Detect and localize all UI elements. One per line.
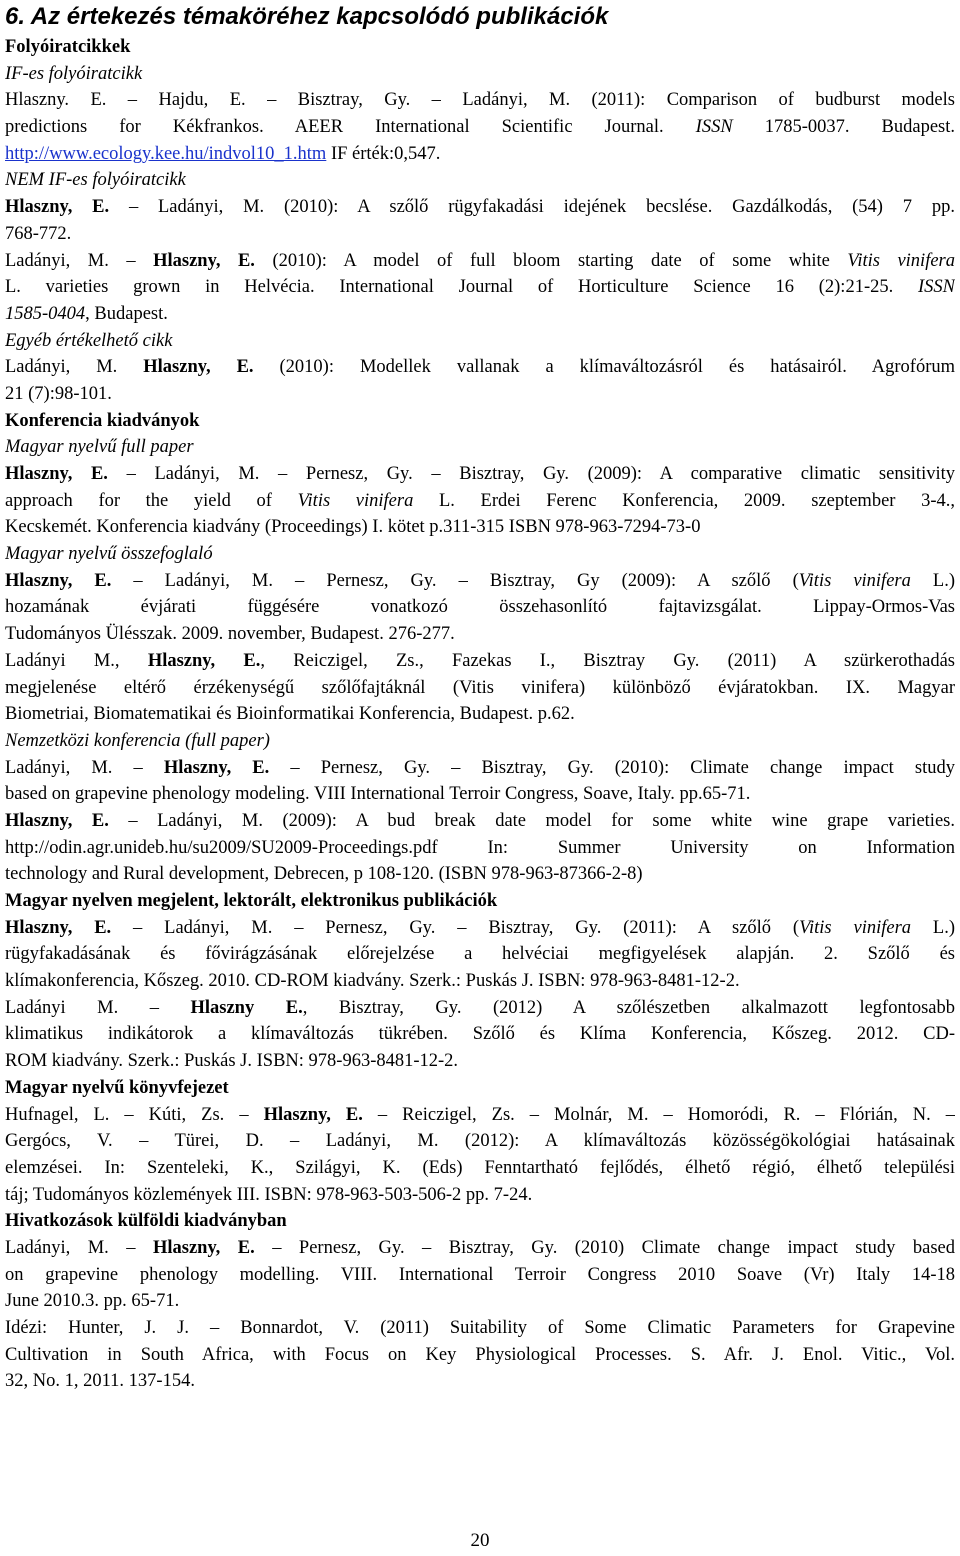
- entry-line: Hlaszny, E. ‒ Ladányi, M. ‒ Pernesz, Gy. ‒ Bisztray, Gy. (2011): A szőlő (Vitis vinifera L.): [5, 917, 955, 938]
- entry-line: Idézi: Hunter, J. J. ‒ Bonnardot, V. (2011) Suitability of Some Climatic Parameters for Grapevine: [5, 1318, 955, 1338]
- entry-line: Ladányi M., Hlaszny, E., Reiczigel, Zs., Fazekas I., Bisztray Gy. (2011) A szürkerothadás: [5, 650, 955, 671]
- publication-entry: [5, 354, 955, 407]
- entry-line: Cultivation in South Africa, with Focus on Key Physiological Processes. S. Afr. J. Enol. Vitic., Vol.: [5, 1344, 955, 1365]
- entry-line: predictions for Kékfrankos. AEER International Scientific Journal. ISSN 1785-0037. Budapest.: [5, 117, 955, 138]
- entry-line: Hlaszny, E. ‒ Ladányi, M. ‒ Pernesz, Gy. ‒ Bisztray, Gy (2009): A szőlő (Vitis vinifera L.): [5, 570, 955, 591]
- entry-line: Hlaszny, E. ‒ Ladányi, M. (2009): A bud break date model for some white wine grape varieties.: [5, 810, 955, 831]
- publication-entry: [5, 755, 955, 808]
- publication-entry: [5, 1235, 955, 1315]
- entry-line: http://odin.agr.unideb.hu/su2009/SU2009-Proceedings.pdf In: Summer University on Information: [5, 837, 955, 858]
- entry-line: Ladányi, M. ‒ Hlaszny, E. ‒ Pernesz, Gy. ‒ Bisztray, Gy. (2010): Climate change impact study: [5, 757, 955, 778]
- subsection-hu-full-paper: Magyar nyelvű full paper: [5, 437, 194, 458]
- entry-line: megjelenése eltérő érzékenységű szőlőfajtáknál (Vitis vinifera) különböző évjáratokban. IX. Magyar: [5, 677, 955, 698]
- subsection-intl-conference: Nemzetközi konferencia (full paper): [5, 730, 270, 751]
- publication-entry: [5, 808, 955, 888]
- entry-line: Gergócs, V. ‒ Türei, D. ‒ Ladányi, M. (2012): A klímaváltozás közösségökológiai hatásainak: [5, 1131, 955, 1152]
- entry-line: based on grapevine phenology modeling. VIII International Terroir Congress, Soave, Italy. pp.65-71.: [5, 784, 751, 805]
- entry-line: ROM kiadvány. Szerk.: Puskás J. ISBN: 978-963-8481-12-2.: [5, 1051, 459, 1072]
- entry-line: Hlaszny, E. ‒ Ladányi, M. (2010): A szőlő rügyfakadási idejének becslése. Gazdálkodás, (54) 7 pp.: [5, 197, 955, 218]
- entry-line: Ladányi, M. ‒ Hlaszny, E. ‒ Pernesz, Gy. ‒ Bisztray, Gy. (2010) Climate change impact study based: [5, 1237, 955, 1258]
- section-heading-book-chapter: Magyar nyelvű könyvfejezet: [5, 1077, 229, 1098]
- section-heading-electronic: Magyar nyelven megjelent, lektorált, elektronikus publikációk: [5, 891, 498, 911]
- subsection-other-articles: Egyéb értékelhető cikk: [5, 330, 173, 351]
- publication-entry: [5, 1102, 955, 1209]
- entry-line: 32, No. 1, 2011. 137-154.: [5, 1371, 195, 1392]
- section-heading-citations: Hivatkozások külföldi kiadványban: [5, 1211, 287, 1232]
- publication-entry: [5, 995, 955, 1075]
- entry-line: Ladányi, M. ‒ Hlaszny, E. (2010): A model of full bloom starting date of some white Vitis vinifera: [5, 250, 955, 271]
- publication-entry: [5, 194, 955, 247]
- entry-line: Ladányi M. ‒ Hlaszny E., Bisztray, Gy. (2012) A szőlészetben alkalmazott legfontosabb: [5, 997, 955, 1018]
- publication-entry: [5, 87, 955, 167]
- publication-entry: [5, 248, 955, 328]
- journal-link[interactable]: http://www.ecology.kee.hu/indvol10_1.htm: [5, 143, 327, 164]
- entry-line: Hlaszny. E. ‒ Hajdu, E. ‒ Bisztray, Gy. ‒ Ladányi, M. (2011): Comparison of budburst models: [5, 90, 955, 111]
- entry-line: Hlaszny, E. ‒ Ladányi, M. ‒ Pernesz, Gy. ‒ Bisztray, Gy. (2009): A comparative climatic sensitivity: [5, 464, 955, 484]
- publication-entry: [5, 915, 955, 995]
- entry-line: klímakonferencia, Kőszeg. 2010. CD-ROM kiadvány. Szerk.: Puskás J. ISBN: 978-963-8481-12-2.: [5, 971, 740, 992]
- entry-line: approach for the yield of Vitis vinifera L. Erdei Ferenc Konferencia, 2009. szeptember 3-4.,: [5, 490, 955, 511]
- entry-line: hozamának évjárati függésére vonatkozó összehasonlító fajtavizsgálat. Lippay-Ormos-Vas: [5, 597, 955, 618]
- entry-line: technology and Rural development, Debrecen, p 108-120. (ISBN 978-963-87366-2-8): [5, 864, 643, 885]
- section-heading-journal-articles: Folyóiratcikkek: [5, 37, 131, 57]
- publication-entry: [5, 461, 955, 541]
- citation-entry: [5, 1315, 955, 1395]
- entry-line: rügyfakadásának és fővirágzásának előrejelzése a helvéciai megfigyelések alapján. 2. Szőlő és: [5, 944, 955, 965]
- entry-line: elemzései. In: Szenteleki, K., Szilágyi, K. (Eds) Fenntartható fejlődés, élhető régió, élhető települési: [5, 1157, 955, 1178]
- entry-line: http://www.ecology.kee.hu/indvol10_1.htm IF érték:0,547.: [5, 143, 441, 164]
- entry-line: Ladányi, M. Hlaszny, E. (2010): Modellek vallanak a klímaváltozásról és hatásairól. Agrofórum: [5, 357, 955, 378]
- entry-line: klimatikus indikátorok a klímaváltozás tükrében. Szőlő és Klíma Konferencia, Kőszeg. 2012. CD-: [5, 1024, 955, 1045]
- section-heading-conference: Konferencia kiadványok: [5, 410, 200, 431]
- entry-line: Hufnagel, L. ‒ Kúti, Zs. ‒ Hlaszny, E. ‒ Reiczigel, Zs. ‒ Molnár, M. ‒ Homoródi, R. ‒ Flórián, N. ‒: [5, 1104, 955, 1125]
- entry-line: 768-772.: [5, 223, 72, 244]
- page-number: 20: [470, 1530, 490, 1551]
- publication-entry: [5, 648, 955, 728]
- entry-line: June 2010.3. pp. 65-71.: [5, 1291, 180, 1312]
- entry-line: Tudományos Ülésszak. 2009. november, Budapest. 276-277.: [5, 624, 455, 645]
- publication-entry: [5, 568, 955, 648]
- entry-line: L. varieties grown in Helvécia. International Journal of Horticulture Science 16 (2):21-25. ISSN: [5, 277, 955, 298]
- page: [5, 0, 955, 1395]
- entry-line: 21 (7):98-101.: [5, 383, 112, 404]
- chapter-title: 6. Az értekezés témaköréhez kapcsolódó publikációk: [5, 3, 609, 30]
- subsection-non-if-articles: NEM IF-es folyóiratcikk: [5, 170, 186, 191]
- subsection-hu-abstract: Magyar nyelvű összefoglaló: [5, 544, 213, 565]
- entry-line: táj; Tudományos közlemények III. ISBN: 978-963-503-506-2 pp. 7-24.: [5, 1184, 533, 1205]
- entry-line: Biometriai, Biomatematikai és Bioinformatikai Konferencia, Budapest. p.62.: [5, 704, 575, 725]
- entry-line: 1585-0404, Budapest.: [5, 303, 168, 324]
- entry-line: on grapevine phenology modelling. VIII. International Terroir Congress 2010 Soave (Vr) Italy 14-18: [5, 1264, 955, 1285]
- entry-line: Kecskemét. Konferencia kiadvány (Proceedings) I. kötet p.311-315 ISBN 978-963-7294-73-0: [5, 517, 701, 538]
- subsection-if-articles: IF-es folyóiratcikk: [5, 63, 143, 84]
